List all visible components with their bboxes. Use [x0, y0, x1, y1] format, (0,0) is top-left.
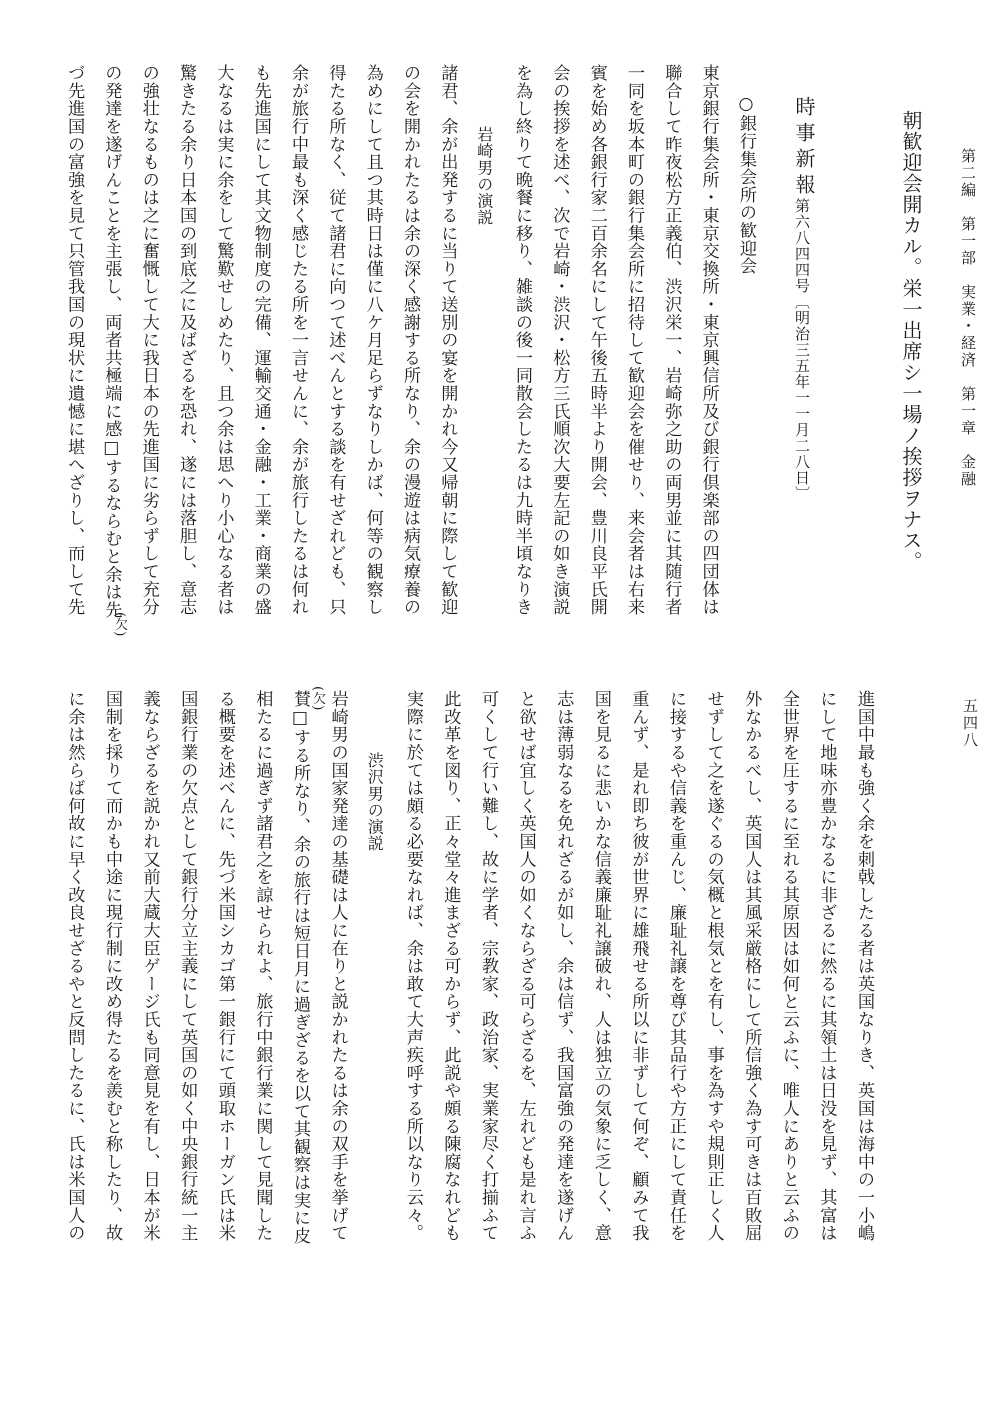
text-line: にして地味亦豊かなるに非ざるに然るに其領土は日没を見ず、其富は: [816, 690, 837, 1242]
text-line: の強壮なるものは之に奮慨して大に我日本の先進国に劣らずして充分: [138, 64, 159, 616]
text-line: 外なかるべし、英国人は其風采厳格にして所信強く為す可きは百敗屈: [741, 690, 762, 1242]
issue-info: 第六八四四号〔明治三五年一一月二八日〕: [793, 198, 811, 502]
text-line: 進国中最も強く余を刺戟したる者は英国なりき、英国は海中の一小嶋: [854, 690, 874, 1242]
text-line: 諸君、余が出発するに当りて送別の宴を開かれ今又帰朝に際して歓迎: [437, 64, 458, 616]
text-line: 聯合して昨夜松方正義伯、渋沢栄一、岩崎弥之助の両男並に其随行者: [661, 64, 682, 616]
text-line: 可くして行い難し、故に学者、宗教家、政治家、実業家尽く打揃ふて: [478, 690, 498, 1242]
text-line: 実際に於ては頗る必要なれば、余は敢て大声疾呼する所以なり云々。: [402, 690, 423, 1242]
text-line: 得たる所なく、従て諸君に向つて述べんとする談を有せざれども、只: [325, 64, 346, 616]
text-line: 賛□する所なり、余の旅行は短日月に過ぎざるを以て其観察は実に皮: [290, 690, 310, 1245]
text-line: せずして之を遂ぐるの気概と根気とを有し、事を為すや規則正しく人: [703, 690, 724, 1242]
text-line: 相たるに過ぎず諸君之を諒せられよ、旅行中銀行業に関して見聞した: [252, 690, 273, 1242]
source-title: 時事新報: [792, 96, 816, 200]
text-line: の発達を遂げんことを主張し、両者共極端に感□するならむと余は先: [101, 64, 122, 619]
text-line: 国銀行業の欠点として銀行分立主義にして英国の如く中央銀行統一主: [177, 690, 198, 1242]
missing-char-note: (欠): [310, 686, 325, 711]
text-line: ○銀行集会所の歓迎会: [736, 94, 756, 275]
text-line: づ先進国の富強を見て只管我国の現状に遺憾に堪へざりし、而して先: [64, 64, 85, 616]
text-line: を為し終りて晩餐に移り、雑談の後一同散会したるは九時半頃なりき: [512, 64, 533, 616]
text-line: 義ならざるを説かれ又前大蔵大臣ゲージ氏も同意見を有し、日本が米: [139, 690, 160, 1242]
text-line: 重んず、是れ即ち彼が世界に雄飛せる所以に非ずして何ぞ、顧みて我: [628, 690, 649, 1242]
page-number: 五四八: [961, 698, 979, 749]
text-line: も先進国にして其文物制度の完備、運輸交通・金融・工業・商業の盛: [250, 64, 271, 616]
text-line: と欲せば宜しく英国人の如くならざる可らざるを、左れども是れ言ふ: [515, 690, 536, 1242]
text-line: 賓を始め各銀行家二百余名にして午後五時半より開会、豊川良平氏開: [586, 64, 607, 616]
text-line: 此改革を図り、正々堂々進まざる可からず、此説や頗る陳腐なれども: [440, 690, 461, 1242]
text-line: 余が旅行中最も深く感じたる所を一言せんに、余が旅行したるは何れ: [288, 64, 309, 616]
text-line: 国制を採りて而かも中途に現行制に改め得たるを羨むと称したり、故: [102, 690, 122, 1242]
section-subheading: 岩崎男の演説: [474, 126, 494, 226]
text-line: 岩崎男の国家発達の基礎は人に在りと説かれたるは余の双手を挙げて: [327, 690, 348, 1242]
text-line: 会の挨拶を述べ、次で岩崎・渋沢・松方三氏順次大要左記の如き演説: [549, 64, 570, 616]
text-line: に余は然らば何故に早く改良せざるやと反問したるに、氏は米国人の: [64, 690, 85, 1242]
text-line: 一同を坂本町の銀行集会所に招待して歓迎会を催せり、来会者は右来: [624, 64, 644, 616]
text-line: る概要を述べんに、先づ米国シカゴ第一銀行にて頭取ホーガン氏は米: [214, 690, 235, 1242]
headline: 朝歓迎会開カル。栄一出席シ一場ノ挨拶ヲナス。: [899, 110, 923, 572]
text-line: 国を見るに悲いかな信義廉耻礼譲破れ、人は独立の気象に乏しく、意: [590, 690, 611, 1242]
text-line: 驚きたる余り日本国の到底之に及ばざるを恐れ、遂には落胆し、意志: [176, 64, 197, 616]
text-line: の会を開かれたるは余の深く感謝する所なり、余の漫遊は病気療養の: [400, 64, 421, 616]
text-line: 全世界を圧するに至れる其原因は如何と云ふに、唯人にありと云ふの: [778, 690, 799, 1242]
text-line: 為めにして且つ其時日は僅に八ケ月足らずなりしかば、何等の観察し: [362, 64, 383, 616]
running-header: 第二編 第一部 実業・経済 第一章 金融: [959, 148, 977, 488]
missing-char-note: (欠): [112, 612, 127, 637]
text-line: に接するや信義を重んじ、廉耻礼譲を尊び其品行や方正にして責任を: [666, 690, 686, 1242]
text-line: 大なるは実に余をして驚歎せしめたり、且つ余は思へり小心なる者は: [213, 64, 234, 616]
text-line: 東京銀行集会所・東京交換所・東京興信所及び銀行倶楽部の四団体は: [698, 64, 719, 616]
section-subheading: 渋沢男の演説: [365, 752, 385, 852]
text-line: 志は薄弱なるを免れざるが如し、余は信ず、我国富強の発達を遂げん: [553, 690, 574, 1242]
